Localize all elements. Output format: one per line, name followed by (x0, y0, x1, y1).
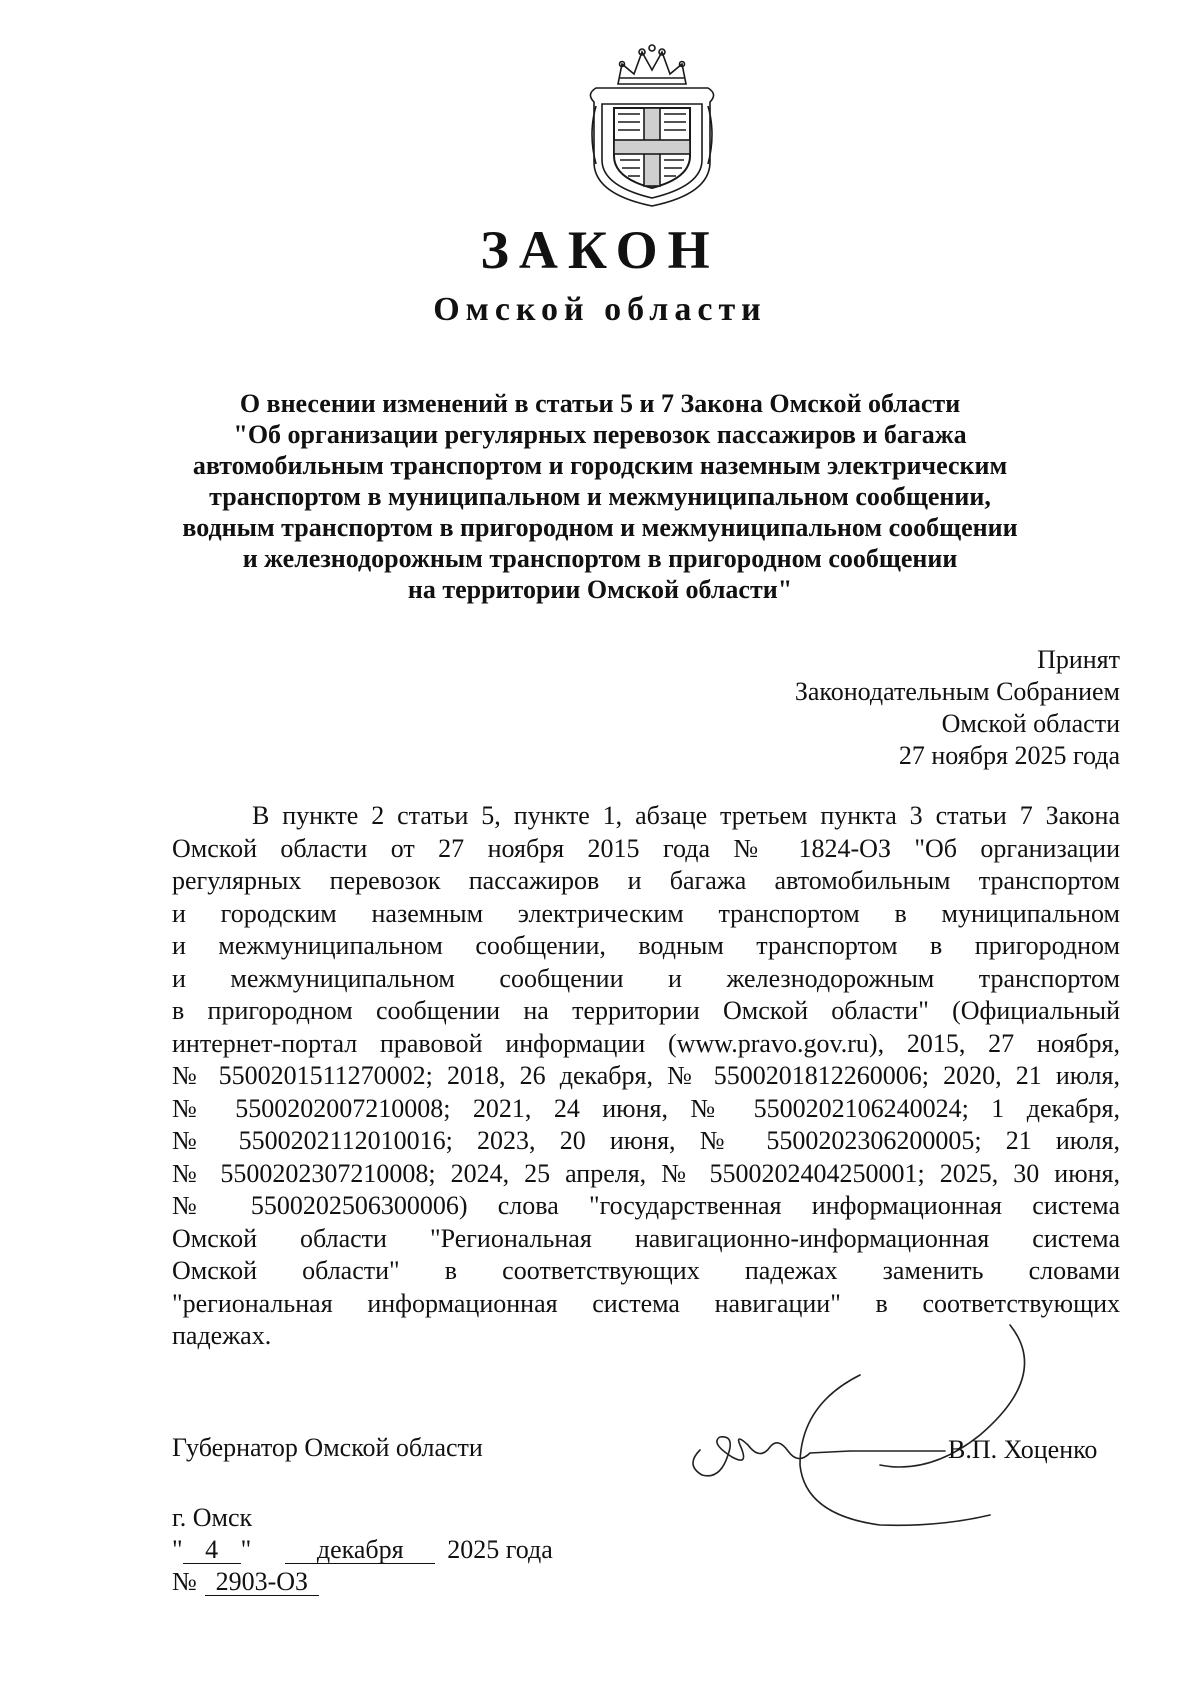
adoption-line: Омской области (941, 709, 1120, 738)
heading-line: "Об организации регулярных перевозок пассажиров и багажа (233, 420, 967, 449)
heading-line: на территории Омской области" (407, 575, 793, 604)
date-quote: " (172, 1535, 183, 1564)
signing-date (172, 1534, 553, 1566)
heading-line: О внесении изменений в статьи 5 и 7 Закона Омской области (239, 389, 961, 418)
body-line: интернет-портал правовой информации (www.pravo.gov.ru), 2015, 27 ноября, (172, 1028, 1120, 1058)
body-line: и межмуниципальном сообщении и железнодорожным транспортом (172, 963, 1120, 993)
law-number-line (172, 1566, 319, 1598)
signing-place: г. Омск (172, 1503, 253, 1532)
law-title: ЗАКОН (480, 220, 720, 280)
heading-line: водным транспортом в пригородном и межмуниципальном сообщении (182, 513, 1018, 542)
body-line: и межмуниципальном сообщении, водным транспортом в пригородном (172, 931, 1120, 960)
body-line: № 5500202506300006) слова "государственная информационная система (172, 1191, 1120, 1220)
body-line: В пункте 2 статьи 5, пункте 1, абзаце третьем пункта 3 статьи 7 Закона (252, 801, 1120, 830)
body-line: Омской области" в соответствующих падежах заменить словами (172, 1256, 1120, 1285)
body-line: "региональная информационная система навигации" в соответствующих (172, 1288, 1120, 1318)
body-line: № 5500202112010016; 2023, 20 июня, № 5500202306200005; 21 июля, (172, 1126, 1120, 1155)
body-line: № 5500201511270002; 2018, 26 декабря, № 5500201812260006; 2020, 21 июля, (172, 1061, 1120, 1090)
body-line: Омской области "Региональная навигационно-информационная система (172, 1223, 1120, 1253)
body-line: № 5500202007210008; 2021, 24 июня, № 5500202106240024; 1 декабря, (172, 1093, 1120, 1123)
heading-line: и железнодорожным транспортом в пригородном сообщении (242, 544, 958, 573)
heading-line: автомобильным транспортом и городским наземным электрическим (192, 451, 1008, 480)
body-line: в пригородном сообщении на территории Омской области" (Официальный (172, 996, 1120, 1025)
adoption-line: Принят (1037, 645, 1120, 674)
document-heading (160, 388, 1040, 605)
date-year: 2025 года (447, 1535, 553, 1564)
body-line: и городским наземным электрическим транспортом в муниципальном (172, 898, 1120, 928)
body-line: регулярных перевозок пассажиров и багажа автомобильным транспортом (172, 866, 1120, 895)
body-line: Омской области от 27 ноября 2015 года № 1824-ОЗ "Об организации (172, 833, 1120, 863)
law-body-paragraph (172, 800, 1120, 1353)
adoption-block (660, 644, 1120, 772)
date-month: декабря (285, 1537, 435, 1564)
date-quote: " (240, 1535, 252, 1564)
law-number: 2903-ОЗ (205, 1569, 319, 1596)
adoption-line: Законодательным Собранием (794, 677, 1120, 706)
signatory-position: Губернатор Омской области (172, 1433, 483, 1462)
handwritten-signature (680, 1315, 1080, 1535)
body-line: № 5500202307210008; 2024, 25 апреля, № 5500202404250001; 2025, 30 июня, (172, 1158, 1120, 1188)
number-sign: № (172, 1567, 197, 1596)
body-line: падежах. (172, 1321, 272, 1350)
signatory-name: В.П. Хоценко (948, 1435, 1098, 1464)
adoption-date: 27 ноября 2025 года (898, 741, 1120, 770)
omsk-coat-of-arms-icon (578, 44, 726, 209)
region-title: Омской области (433, 291, 767, 328)
heading-line: транспортом в муниципальном и межмуниципальном сообщении, (209, 482, 991, 511)
date-day: 4 (183, 1537, 241, 1564)
